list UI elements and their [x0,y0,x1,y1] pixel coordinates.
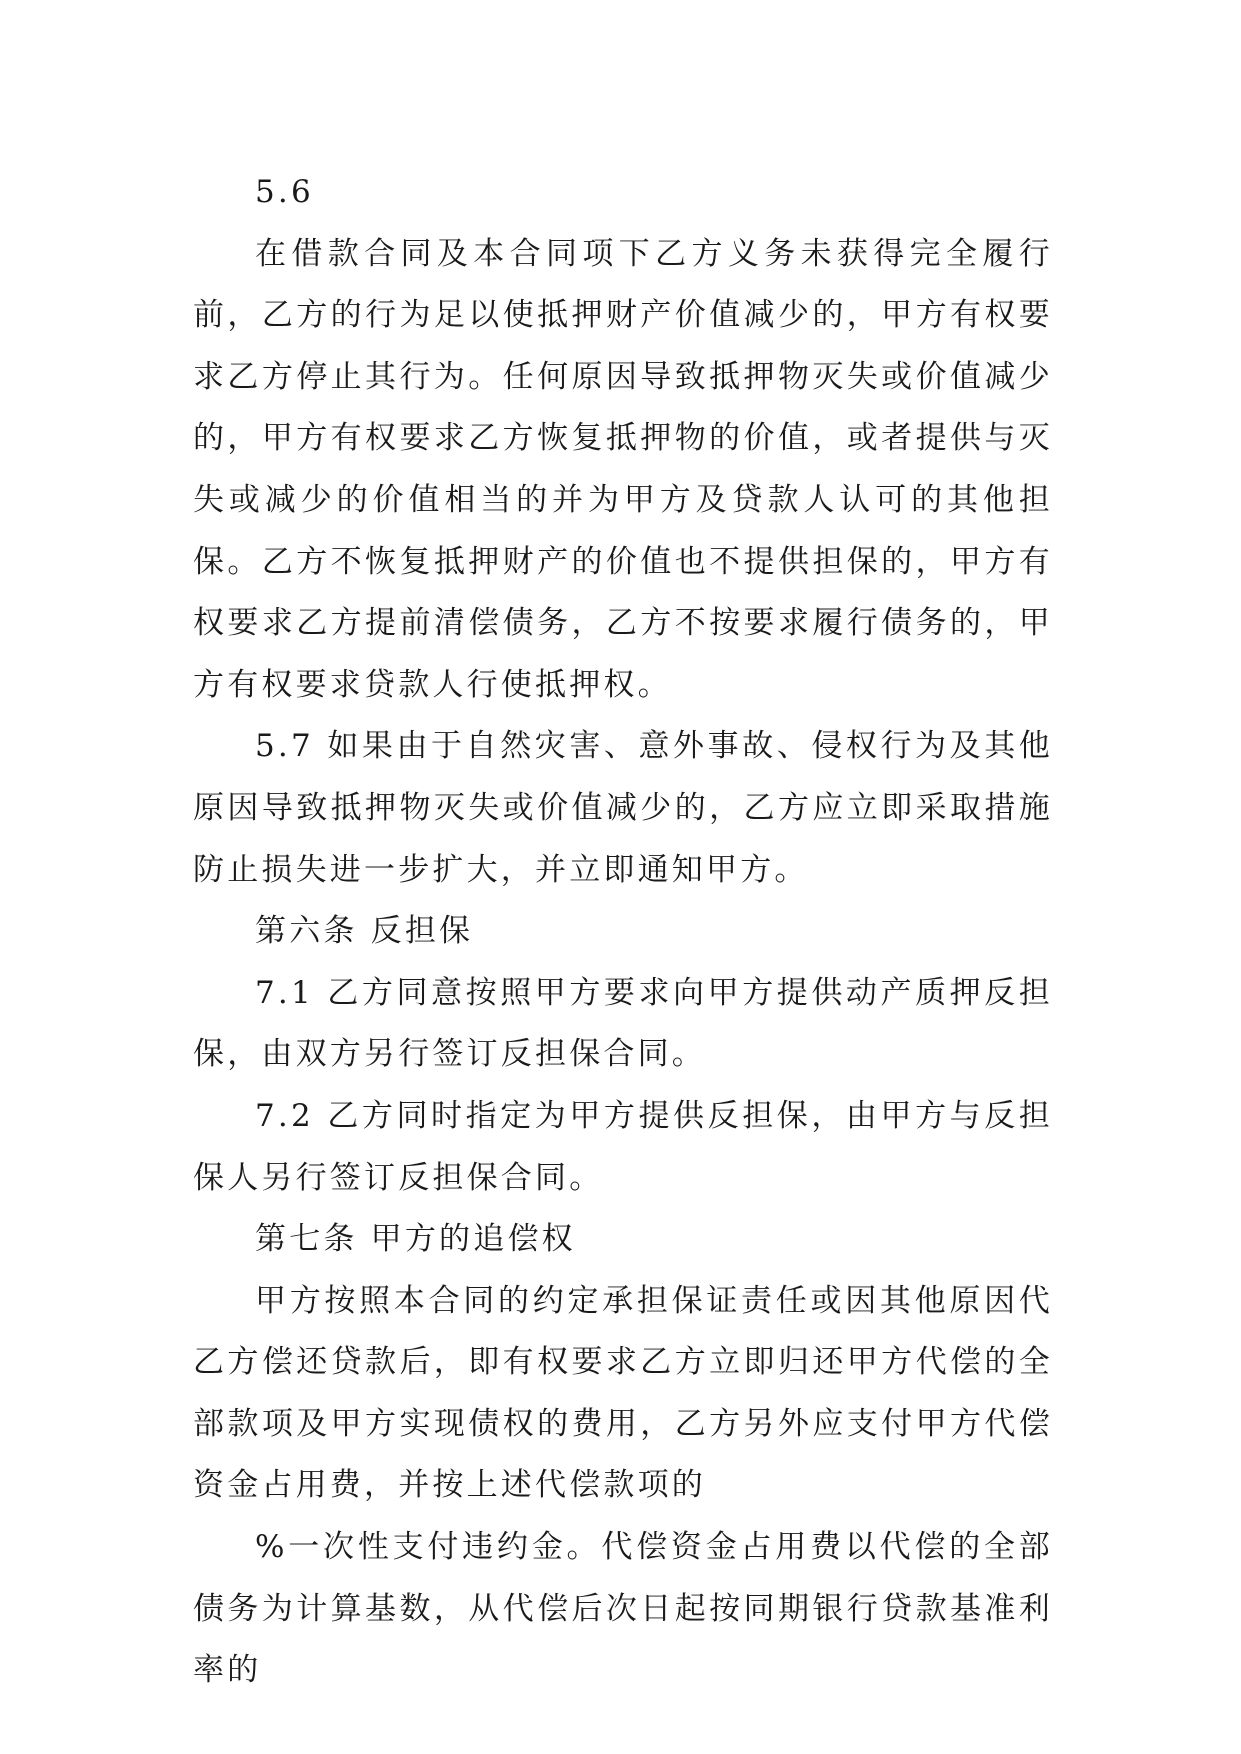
clause-7-2-text: 7.2 乙方同时指定为甲方提供反担保，由甲方与反担保人另行签订反担保合同。 [193,1097,1053,1196]
article-6-heading: 第六条 反担保 [255,913,474,950]
article-7-heading: 第七条 甲方的追偿权 [255,1221,576,1258]
document-body [193,162,1053,1702]
clause-5-6-number: 5.6 [255,174,314,210]
clause-5-6-text: 在借款合同及本合同项下乙方义务未获得完全履行前，乙方的行为足以使抵押财产价值减少的，甲方有权要求乙方停止其行为。任何原因导致抵押物灭失或价值减少的，甲方有权要求乙方恢复抵押物的价值，或者提供与灭失或减少的价值相当的并为甲方及贷款人认可的其他担保。乙方不恢复抵押财产的价值也不提供担保的，甲方有权要求乙方提前清偿债务，乙方不按要求履行债务的，甲方有权要求贷款人行使抵押权。 [193,235,1053,703]
clause-7-1-text: 7.1 乙方同意按照甲方要求向甲方提供动产质押反担保，由双方另行签订反担保合同。 [193,974,1053,1073]
penalty-paragraph: %一次性支付违约金。代偿资金占用费以代偿的全部债务为计算基数，从代偿后次日起按同期银行贷款基准利率的 [193,1529,1053,1689]
recourse-paragraph: 甲方按照本合同的约定承担保证责任或因其他原因代乙方偿还贷款后，即有权要求乙方立即归还甲方代偿的全部款项及甲方实现债权的费用，乙方另外应支付甲方代偿资金占用费，并按上述代偿款项的 [193,1282,1053,1504]
clause-5-7-text: 5.7 如果由于自然灾害、意外事故、侵权行为及其他原因导致抵押物灭失或价值减少的，乙方应立即采取措施防止损失进一步扩大，并立即通知甲方。 [193,728,1053,888]
